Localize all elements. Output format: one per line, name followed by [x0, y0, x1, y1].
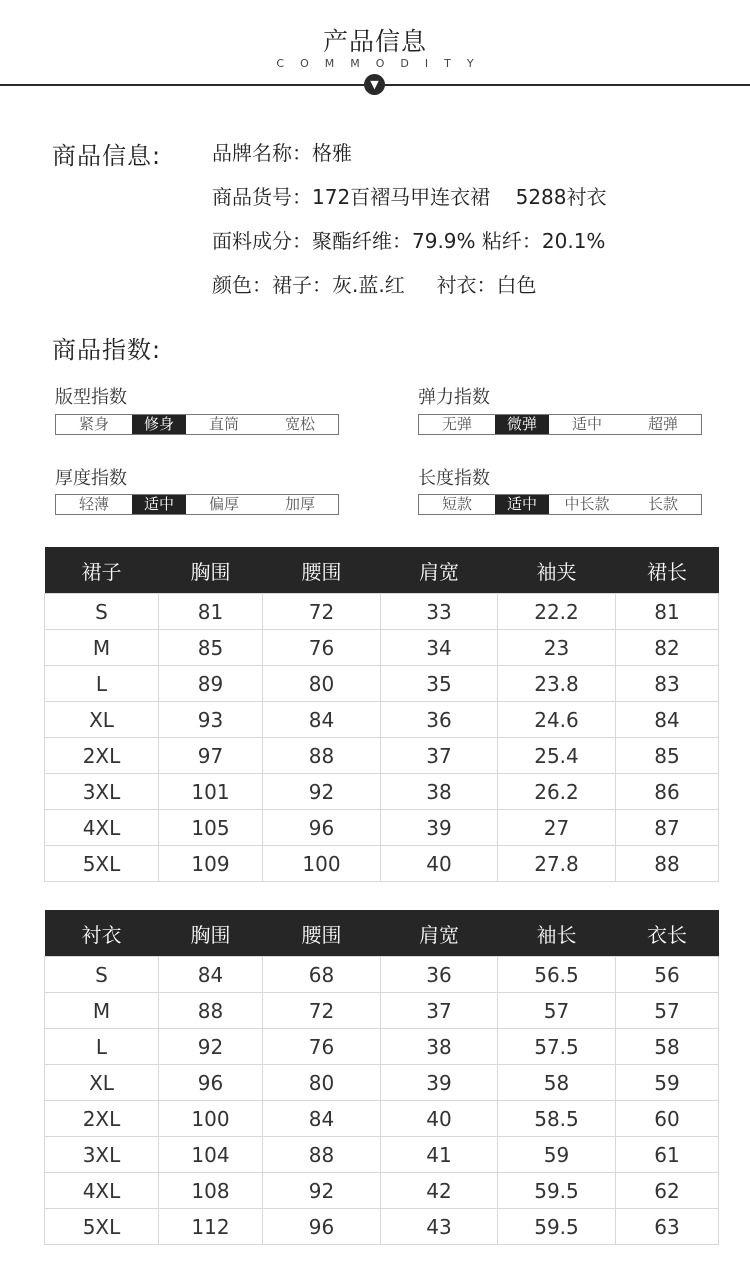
scale-option: 短款	[441, 495, 472, 513]
size-cell: S	[45, 594, 159, 630]
fit-index-scale	[55, 414, 339, 435]
measurement-cell: 59.5	[498, 1173, 616, 1209]
column-header: 裙子	[45, 547, 159, 594]
measurement-cell: 59	[498, 1137, 616, 1173]
measurement-cell: 88	[159, 993, 263, 1029]
scale-option: 长款	[647, 495, 678, 513]
measurement-cell: 22.2	[498, 594, 616, 630]
table-row	[45, 666, 719, 702]
table-row	[45, 1029, 719, 1065]
measurement-cell: 96	[263, 810, 381, 846]
column-header: 胸围	[159, 910, 263, 957]
table-row	[45, 630, 719, 666]
info-item-number: 商品货号：172百褶马甲连衣裙 5288衬衣	[212, 185, 607, 209]
measurement-cell: 68	[263, 957, 381, 993]
stretch-index-scale	[418, 414, 702, 435]
measurement-cell: 101	[159, 774, 263, 810]
measurement-cell: 83	[616, 666, 719, 702]
measurement-cell: 105	[159, 810, 263, 846]
table-row	[45, 810, 719, 846]
size-cell: XL	[45, 702, 159, 738]
measurement-cell: 92	[159, 1029, 263, 1065]
measurement-cell: 72	[263, 993, 381, 1029]
measurement-cell: 41	[381, 1137, 498, 1173]
size-cell: 3XL	[45, 1137, 159, 1173]
size-cell: XL	[45, 1065, 159, 1101]
measurement-cell: 100	[263, 846, 381, 882]
table-row	[45, 957, 719, 993]
size-cell: 4XL	[45, 810, 159, 846]
measurement-cell: 56.5	[498, 957, 616, 993]
measurement-cell: 24.6	[498, 702, 616, 738]
size-cell: 5XL	[45, 1209, 159, 1245]
measurement-cell: 92	[263, 1173, 381, 1209]
scale-option: 无弹	[441, 415, 472, 433]
measurement-cell: 36	[381, 957, 498, 993]
thickness-index-scale	[55, 494, 339, 515]
measurement-cell: 56	[616, 957, 719, 993]
scale-option: 直筒	[208, 415, 239, 433]
column-header: 袖夹	[498, 547, 616, 594]
table-row	[45, 738, 719, 774]
measurement-cell: 76	[263, 1029, 381, 1065]
column-header: 裙长	[616, 547, 719, 594]
table-row	[45, 594, 719, 630]
size-cell: 2XL	[45, 738, 159, 774]
measurement-cell: 63	[616, 1209, 719, 1245]
size-cell: 3XL	[45, 774, 159, 810]
skirt-size-table	[44, 547, 719, 882]
measurement-cell: 43	[381, 1209, 498, 1245]
measurement-cell: 40	[381, 1101, 498, 1137]
measurement-cell: 38	[381, 1029, 498, 1065]
scale-option: 轻薄	[78, 495, 109, 513]
measurement-cell: 89	[159, 666, 263, 702]
info-heading: 商品信息:	[52, 142, 162, 170]
measurement-cell: 23.8	[498, 666, 616, 702]
measurement-cell: 81	[159, 594, 263, 630]
measurement-cell: 39	[381, 1065, 498, 1101]
column-header: 腰围	[263, 910, 381, 957]
measurement-cell: 42	[381, 1173, 498, 1209]
table-row	[45, 1137, 719, 1173]
measurement-cell: 34	[381, 630, 498, 666]
page-title: 产品信息	[322, 27, 427, 56]
size-cell: S	[45, 957, 159, 993]
stretch-index-label: 弹力指数	[418, 387, 490, 408]
measurement-cell: 80	[263, 1065, 381, 1101]
size-cell: M	[45, 993, 159, 1029]
size-cell: L	[45, 666, 159, 702]
measurement-cell: 88	[263, 1137, 381, 1173]
measurement-cell: 37	[381, 738, 498, 774]
measurement-cell: 87	[616, 810, 719, 846]
measurement-cell: 109	[159, 846, 263, 882]
column-header: 腰围	[263, 547, 381, 594]
measurement-cell: 85	[159, 630, 263, 666]
measurement-cell: 58	[498, 1065, 616, 1101]
measurement-cell: 39	[381, 810, 498, 846]
size-cell: L	[45, 1029, 159, 1065]
measurement-cell: 72	[263, 594, 381, 630]
measurement-cell: 80	[263, 666, 381, 702]
measurement-cell: 88	[263, 738, 381, 774]
measurement-cell: 84	[263, 1101, 381, 1137]
measurement-cell: 58	[616, 1029, 719, 1065]
measurement-cell: 93	[159, 702, 263, 738]
info-color: 颜色：裙子：灰.蓝.红 衬衣：白色	[212, 273, 537, 297]
measurement-cell: 96	[159, 1065, 263, 1101]
measurement-cell: 40	[381, 846, 498, 882]
scale-option-selected: 微弹	[495, 415, 549, 434]
column-header: 肩宽	[381, 910, 498, 957]
measurement-cell: 57	[498, 993, 616, 1029]
info-brand: 品牌名称：格雅	[212, 141, 352, 165]
measurement-cell: 108	[159, 1173, 263, 1209]
measurement-cell: 88	[616, 846, 719, 882]
table-row	[45, 1065, 719, 1101]
size-cell: 4XL	[45, 1173, 159, 1209]
measurement-cell: 25.4	[498, 738, 616, 774]
measurement-cell: 37	[381, 993, 498, 1029]
table-row	[45, 702, 719, 738]
measurement-cell: 84	[263, 702, 381, 738]
measurement-cell: 57.5	[498, 1029, 616, 1065]
scale-option-selected: 适中	[132, 495, 186, 514]
measurement-cell: 23	[498, 630, 616, 666]
size-cell: 5XL	[45, 846, 159, 882]
table-row	[45, 774, 719, 810]
measurement-cell: 59	[616, 1065, 719, 1101]
scale-option: 宽松	[284, 415, 315, 433]
measurement-cell: 96	[263, 1209, 381, 1245]
measurement-cell: 104	[159, 1137, 263, 1173]
measurement-cell: 27.8	[498, 846, 616, 882]
measurement-cell: 82	[616, 630, 719, 666]
length-index-label: 长度指数	[418, 468, 490, 489]
column-header: 肩宽	[381, 547, 498, 594]
shirt-size-table	[44, 910, 719, 1245]
thickness-index-label: 厚度指数	[55, 468, 127, 489]
table-row	[45, 1101, 719, 1137]
scale-option: 紧身	[78, 415, 109, 433]
fit-index-label: 版型指数	[55, 387, 127, 408]
scale-option-selected: 修身	[132, 415, 186, 434]
scale-option: 超弹	[647, 415, 678, 433]
measurement-cell: 92	[263, 774, 381, 810]
table-row	[45, 1173, 719, 1209]
size-cell: 2XL	[45, 1101, 159, 1137]
measurement-cell: 27	[498, 810, 616, 846]
measurement-cell: 76	[263, 630, 381, 666]
table-row	[45, 993, 719, 1029]
measurement-cell: 59.5	[498, 1209, 616, 1245]
measurement-cell: 60	[616, 1101, 719, 1137]
size-cell: M	[45, 630, 159, 666]
measurement-cell: 97	[159, 738, 263, 774]
measurement-cell: 100	[159, 1101, 263, 1137]
index-heading: 商品指数:	[52, 336, 162, 364]
column-header: 衣长	[616, 910, 719, 957]
table-header-row	[45, 910, 719, 957]
scale-option-selected: 适中	[495, 495, 549, 514]
measurement-cell: 57	[616, 993, 719, 1029]
measurement-cell: 85	[616, 738, 719, 774]
page-subtitle: COMMODITY	[276, 57, 490, 70]
table-header-row	[45, 547, 719, 594]
measurement-cell: 58.5	[498, 1101, 616, 1137]
column-header: 衬衣	[45, 910, 159, 957]
measurement-cell: 112	[159, 1209, 263, 1245]
scale-option: 适中	[571, 415, 602, 433]
measurement-cell: 26.2	[498, 774, 616, 810]
measurement-cell: 84	[616, 702, 719, 738]
measurement-cell: 38	[381, 774, 498, 810]
table-row	[45, 846, 719, 882]
measurement-cell: 86	[616, 774, 719, 810]
table-row	[45, 1209, 719, 1245]
info-fabric: 面料成分：聚酯纤维：79.9% 粘纤：20.1%	[212, 229, 606, 253]
column-header: 胸围	[159, 547, 263, 594]
measurement-cell: 35	[381, 666, 498, 702]
scale-option: 中长款	[564, 495, 610, 513]
measurement-cell: 81	[616, 594, 719, 630]
measurement-cell: 62	[616, 1173, 719, 1209]
scale-option: 偏厚	[208, 495, 239, 513]
measurement-cell: 36	[381, 702, 498, 738]
measurement-cell: 61	[616, 1137, 719, 1173]
column-header: 袖长	[498, 910, 616, 957]
measurement-cell: 33	[381, 594, 498, 630]
chevron-down-icon: ▼	[364, 74, 385, 95]
length-index-scale	[418, 494, 702, 515]
measurement-cell: 84	[159, 957, 263, 993]
scale-option: 加厚	[284, 495, 315, 513]
